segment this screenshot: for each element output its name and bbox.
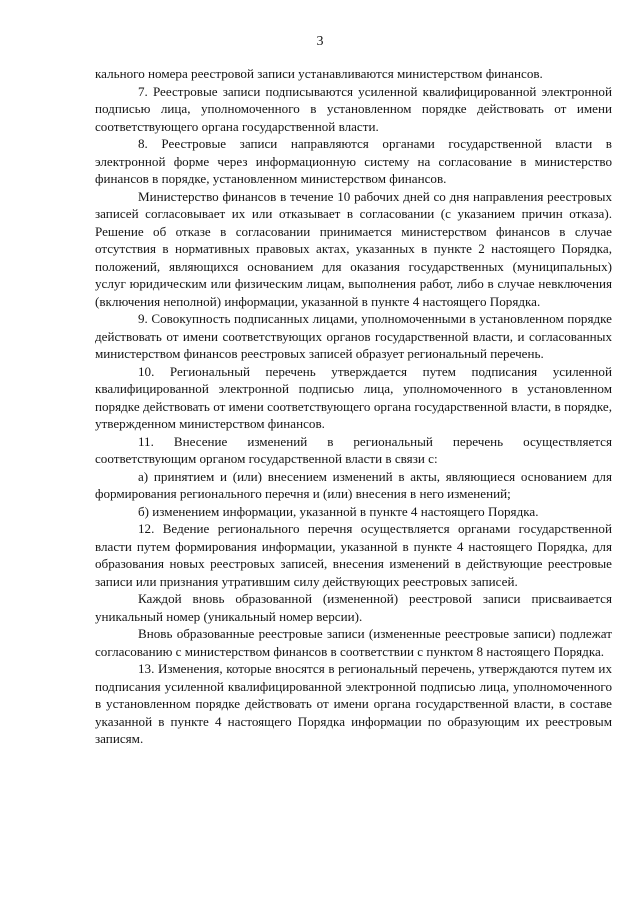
paragraph-item-12: 12. Ведение регионального перечня осуществляется органами государственной власти путем формирования информации, указанной в пункте 4 настоящего Порядка, для образования новых реестровых записей, внесения изменений в действующие реестровые записи или признания утратившим силу действующих реестровых записей.	[95, 521, 612, 589]
paragraph-item-9: 9. Совокупность подписанных лицами, уполномоченными в установленном порядке действовать от имени соответствующих органов государственной власти, и согласованных министерством финансов реестровых записей образует региональный перечень.	[95, 311, 612, 361]
page-number: 3	[316, 34, 324, 49]
paragraph-item-12-number: Каждой вновь образованной (измененной) реестровой записи присваивается уникальный номер (уникальный номер версии).	[95, 591, 612, 624]
paragraph-item-11-b: б) изменением информации, указанной в пункте 4 настоящего Порядка.	[138, 503, 539, 519]
paragraph-item-13: 13. Изменения, которые вносятся в региональный перечень, утверждаются путем их подписания усиленной квалифицированной электронной подписью лица, уполномоченного в установленном порядке действовать от имени органа государственной власти, в составе указанной в пункте 4 настоящего Порядка информации по образующим их реестровым записям.	[95, 661, 612, 746]
paragraph-item-11: 11. Внесение изменений в региональный перечень осуществляется соответствующим органом государственной власти в связи с:	[95, 433, 612, 466]
paragraph-item-8: 8. Реестровые записи направляются органами государственной власти в электронной форме через информационную систему на согласование в министерство финансов в порядке, установленном министерством финансов.	[95, 136, 612, 186]
paragraph-item-8-approval: Министерство финансов в течение 10 рабочих дней со дня направления реестровых записей согласовывает их или отказывает в согласовании (с указанием причин отказа). Решение об отказе в согласовании принимается министерством финансов в случае отсутствия в нормативных правовых актах, указанных в пункте 2 настоящего Порядка, положений, являющихся основанием для оказания государственных (муниципальных) услуг юридическим или физическим лицам, выполнения работ, либо в случае невключения (включения неполной) информации, указанной в пункте 4 настоящего Порядка.	[95, 188, 612, 309]
paragraph-item-7: 7. Реестровые записи подписываются усиленной квалифицированной электронной подписью лица, уполномоченного в установленном порядке действовать от имени соответствующего органа государственной власти.	[95, 83, 612, 134]
document-body	[95, 65, 612, 748]
paragraph-item-10: 10. Региональный перечень утверждается путем подписания усиленной квалифицированной электронной подписью лица, уполномоченного в установленном порядке действовать от имени соответствующего органа государственной власти, в порядке, утвержденном министерством финансов.	[95, 363, 612, 431]
paragraph-item-12-approval: Вновь образованные реестровые записи (измененные реестровые записи) подлежат согласованию с министерством финансов в соответствии с пунктом 8 настоящего Порядка.	[95, 626, 612, 659]
paragraph-continuation: кального номера реестровой записи устанавливаются министерством финансов.	[95, 66, 543, 81]
paragraph-item-11-a: а) принятием и (или) внесением изменений в акты, являющиеся основанием для формирования регионального перечня и (или) внесения в него изменений;	[95, 468, 612, 501]
